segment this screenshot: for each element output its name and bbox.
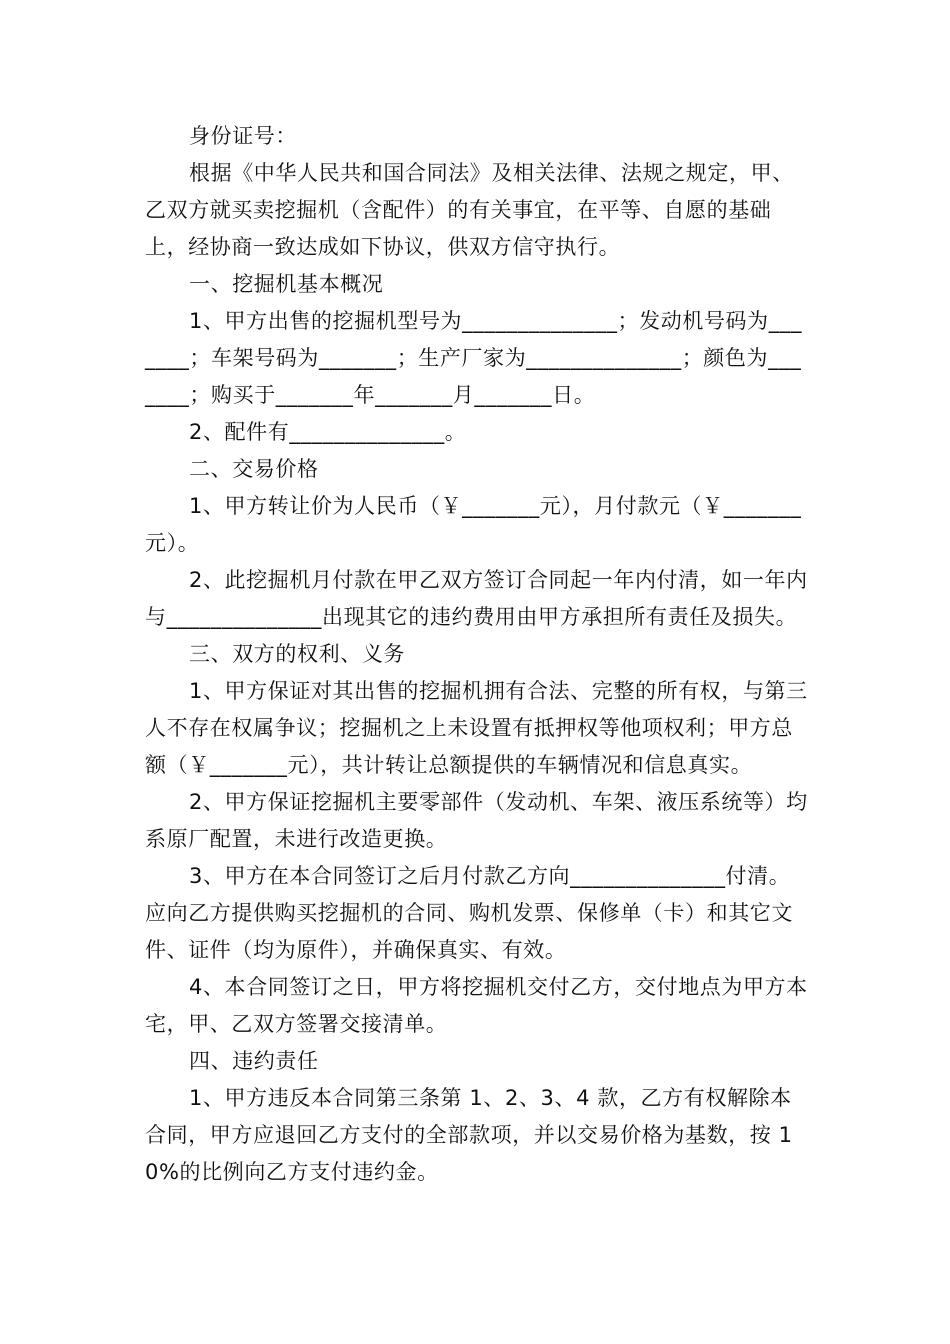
id-number-line: 身份证号： [189,124,297,148]
clause-1-1: 1、甲方出售的挖掘机型号为______________；发动机号码为_______；车架号码为_______；生产厂家为______________；颜色为_______；购买于_______年_______月_______日。 [145,309,803,407]
clause-3-1: 1、甲方保证对其出售的挖掘机拥有合法、完整的所有权，与第三人不存在权属争议；挖掘机之上未设置有抵押权等他项权利；甲方总额（￥_______元），共计转让总额提供的车辆情况和信息真实。 [145,679,808,777]
section-heading-2: 二、交易价格 [189,457,319,481]
clause-3-2: 2、甲方保证挖掘机主要零部件（发动机、车架、液压系统等）均系原厂配置，未进行改造更换。 [145,790,808,851]
clause-2-1: 1、甲方转让价为人民币（￥_______元），月付款元（￥_______元）。 [145,494,802,555]
section-heading-3: 三、双方的权利、义务 [189,642,405,666]
preamble-paragraph: 根据《中华人民共和国合同法》及相关法律、法规之规定，甲、乙双方就买卖挖掘机（含配件）的有关事宜，在平等、自愿的基础上，经协商一致达成如下协议，供双方信守执行。 [145,161,794,259]
document-page [145,118,810,1191]
section-heading-1: 一、挖掘机基本概况 [189,272,384,296]
clause-3-3: 3、甲方在本合同签订之后月付款乙方向______________付清。应向乙方提供购买挖掘机的合同、购机发票、保修单（卡）和其它文件、证件（均为原件），并确保真实、有效。 [145,864,793,962]
clause-2-2: 2、此挖掘机月付款在甲乙双方签订合同起一年内付清，如一年内与______________出现其它的违约费用由甲方承担所有责任及损失。 [145,568,808,629]
clause-3-4: 4、本合同签订之日，甲方将挖掘机交付乙方，交付地点为甲方本宅，甲、乙双方签署交接清单。 [145,975,808,1036]
clause-4-1: 1、甲方违反本合同第三条第 1、2、3、4 款，乙方有权解除本合同，甲方应退回乙方支付的全部款项，并以交易价格为基数，按 10%的比例向乙方支付违约金。 [145,1086,793,1184]
clause-1-2: 2、配件有______________。 [189,420,467,444]
section-heading-4: 四、违约责任 [189,1049,319,1073]
